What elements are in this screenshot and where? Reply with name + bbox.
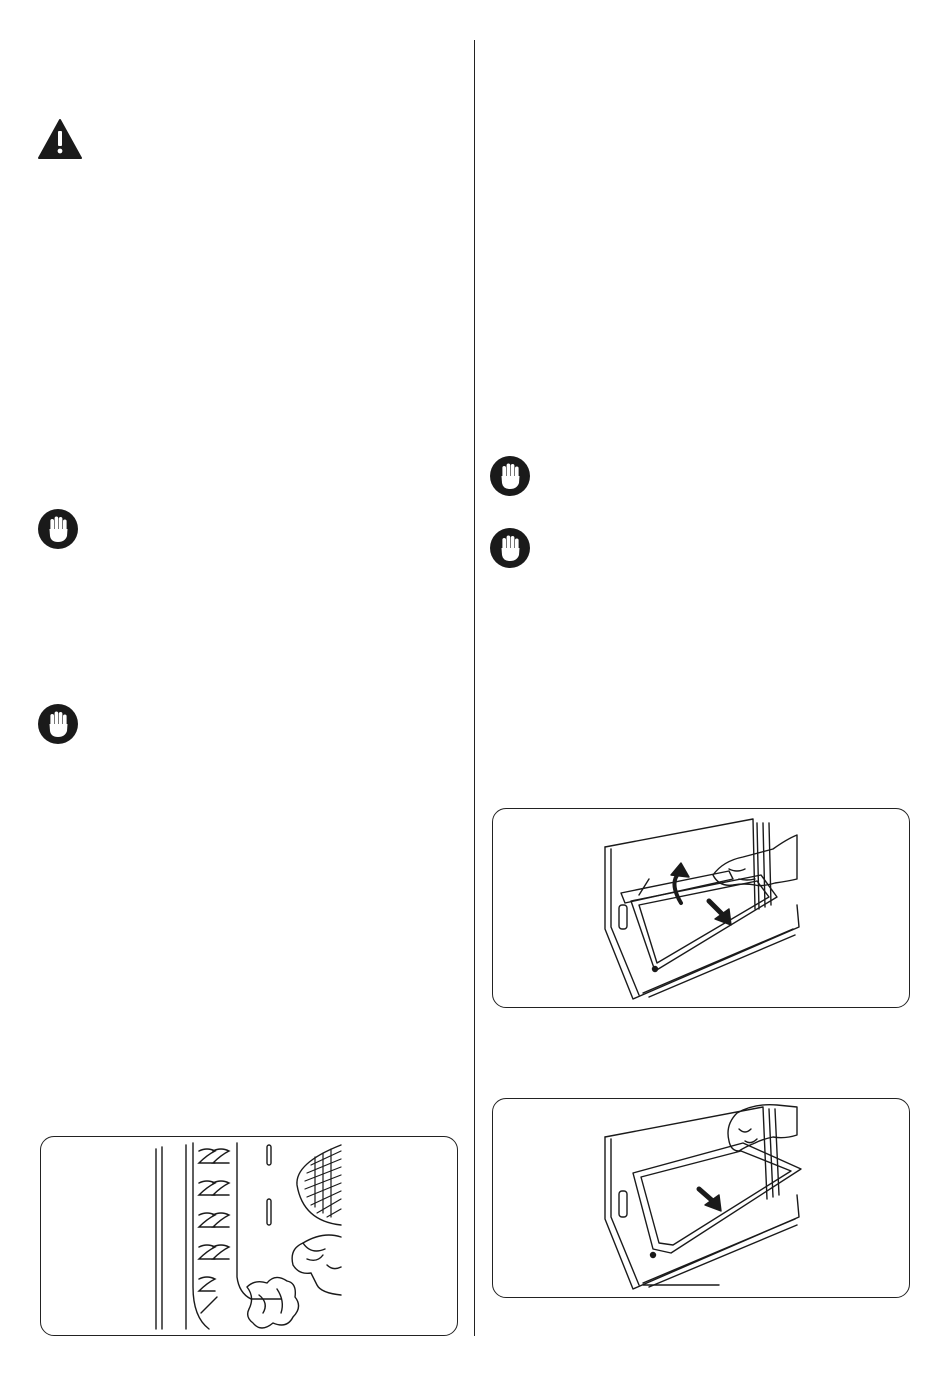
cleaning-oven-interior-illustration — [40, 1136, 458, 1336]
hand-stop-icon — [37, 703, 79, 745]
warning-triangle-icon — [37, 118, 83, 160]
column-divider — [474, 40, 475, 1336]
hand-stop-icon — [489, 455, 531, 497]
door-glass-lift-illustration — [492, 808, 910, 1008]
hand-stop-icon — [489, 527, 531, 569]
hand-stop-icon — [37, 508, 79, 550]
door-glass-slide-out-illustration — [492, 1098, 910, 1298]
